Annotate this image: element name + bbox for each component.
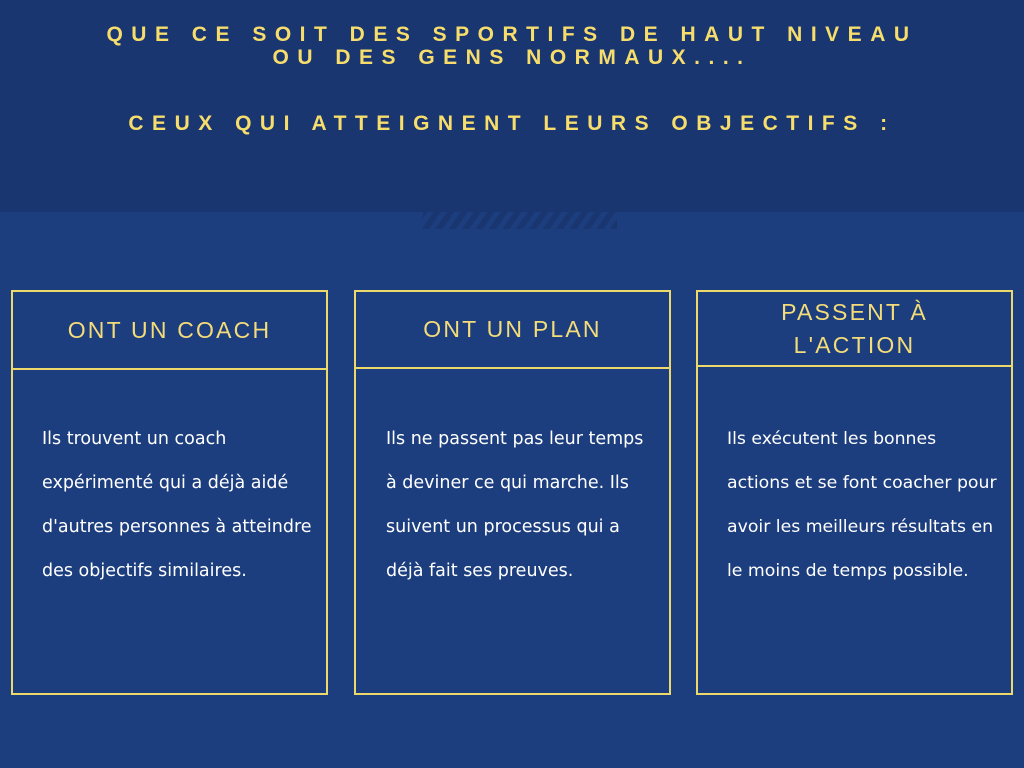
headline-subtitle: CEUX QUI ATTEIGNENT LEURS OBJECTIFS : [128,112,896,135]
headline-line-2: OU DES GENS NORMAUX.... [272,46,752,69]
card-title-box [13,292,326,370]
card-description: Ils ne passent pas leur temps à deviner ce qui marche. Ils suivent un processus qui a déjà fait ses preuves. [386,429,644,581]
card-title: ONT UN COACH [67,316,272,343]
card-title-box [698,292,1011,367]
card-action [696,290,1013,695]
card-description: Ils trouvent un coach expérimenté qui a déjà aidé d'autres personnes à atteindre des objectifs similaires. [42,429,312,581]
card-title: PASSENT À L'ACTION [781,298,928,358]
card-description: Ils exécutent les bonnes actions et se font coacher pour avoir les meilleurs résultats en le moins de temps possible. [727,429,997,581]
card-plan [354,290,671,695]
card-coach [11,290,328,695]
card-title: ONT UN PLAN [423,316,602,342]
decorative-stripes [423,212,617,229]
headline-line-1: QUE CE SOIT DES SPORTIFS DE HAUT NIVEAU [106,23,918,46]
card-title-box [356,292,669,369]
